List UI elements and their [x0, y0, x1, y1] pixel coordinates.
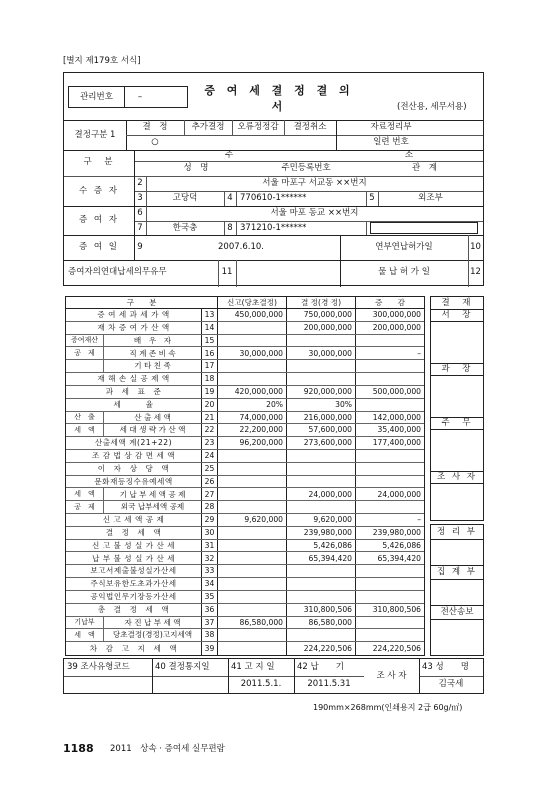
row-label: 과 세 표 준 [66, 386, 202, 398]
name-column-label: 성 명 [183, 163, 209, 174]
table-row [66, 450, 424, 463]
change-amount [356, 578, 424, 590]
decided-amount [287, 463, 356, 475]
table-row [66, 386, 424, 399]
form-reference: [별지 제179호 서식] [63, 56, 141, 66]
decided-amount: 86,580,000 [287, 617, 356, 629]
filed-amount [218, 642, 287, 655]
row-number: 26 [202, 476, 218, 488]
row-label: 외국 납부세액 공제 [104, 501, 202, 513]
change-amount: 200,000,000 [372, 322, 421, 332]
row-label: 공익법인무기장등가산세 [66, 591, 202, 603]
change-amount: 142,000,000 [372, 412, 421, 422]
row-number: 38 [202, 629, 218, 641]
change-amount: 500,000,000 [372, 386, 421, 396]
decided-amount: 224,220,506 [287, 642, 356, 655]
recipient-address: 서울 마포구 서교동 ××번지 [262, 178, 367, 189]
group-label: 공 제 [66, 347, 104, 359]
filed-amount: 420,000,000 [218, 386, 287, 398]
row-number: 37 [202, 617, 218, 629]
row-number: 35 [202, 591, 218, 603]
donor-name: 한국충 [172, 222, 198, 233]
approval-box [430, 296, 484, 521]
recipient-label: 수 증 자 [78, 185, 120, 196]
table-row [66, 463, 424, 476]
row-label: 차 감 고 지 세 액 [66, 642, 202, 655]
serial-number-label: 일련 번호 [373, 137, 409, 148]
decided-amount: 216,000,000 [287, 412, 356, 424]
decided-amount [287, 360, 356, 372]
row-number: 21 [202, 412, 218, 424]
decided-amount: 57,600,000 [287, 424, 356, 436]
donor-address: 서울 마포 동교 ××번지 [270, 208, 359, 219]
decided-amount [287, 373, 356, 385]
change-amount [356, 360, 424, 372]
row-number: 15 [202, 335, 218, 347]
header-change: 증 감 [375, 297, 405, 307]
category-label: 구 분 [83, 157, 115, 168]
deferral-permit-label: 연부연납허가일 [375, 242, 433, 253]
group-label [66, 360, 104, 372]
group-label: 기납부 [66, 617, 104, 629]
filed-amount: 22,200,000 [218, 424, 287, 436]
row-label: 조 감 법 상 감 면 세 액 [66, 450, 202, 462]
row-label: 자 진 납 부 세 액 [104, 617, 202, 629]
decided-amount: 24,000,000 [287, 488, 356, 500]
row-label: 주식보유한도초과가산세 [66, 578, 202, 590]
filed-amount: 20% [218, 399, 287, 411]
decided-amount: 5,426,086 [287, 540, 356, 552]
row-number: 29 [202, 514, 218, 526]
change-amount [356, 501, 424, 513]
filed-amount: 9,620,000 [218, 514, 287, 526]
group-label: 세 액 [66, 488, 104, 500]
filed-amount: 30,000,000 [218, 347, 287, 359]
row-number: 25 [202, 463, 218, 475]
table-row [66, 617, 424, 630]
approval-section-chief: 과 장 [441, 364, 473, 375]
table-row [66, 642, 424, 655]
row-number: 39 [202, 642, 218, 655]
row-label: 당초결정(경정)고지세액 [104, 629, 202, 641]
table-row [66, 488, 424, 501]
change-amount [356, 335, 424, 347]
approval-officer: 주 무 [441, 418, 473, 429]
decided-amount: 65,394,420 [287, 552, 356, 564]
table-row [66, 309, 424, 322]
table-row [66, 476, 424, 489]
filed-amount [218, 463, 287, 475]
filed-amount [218, 501, 287, 513]
table-row [66, 360, 424, 373]
management-number-value: – [137, 91, 143, 102]
decision-type-label: 결정구분 1 [74, 129, 116, 140]
table-row [66, 591, 424, 604]
management-number-box [68, 86, 188, 108]
relation-column-label: 관 계 [412, 163, 437, 174]
row-label: 세 율 [66, 399, 202, 411]
table-row [66, 604, 424, 617]
change-amount: 65,394,420 [377, 553, 421, 563]
group-label: 공 제 [66, 501, 104, 513]
field-no-12: 12 [470, 267, 481, 278]
gift-date-label: 증 여 일 [78, 242, 120, 253]
decided-amount: 750,000,000 [287, 309, 356, 321]
address-label-1: 주 [224, 150, 234, 161]
decided-amount: 200,000,000 [287, 322, 356, 334]
row-label: 산출세액 계(21+22) [66, 437, 202, 449]
filed-amount [218, 488, 287, 500]
decided-amount: 9,620,000 [287, 514, 356, 526]
row-label: 총 결 정 세 액 [66, 604, 202, 616]
table-row [66, 578, 424, 591]
table-row [66, 565, 424, 578]
header-filed: 신고(당초결정) [218, 297, 287, 308]
form-subtitle: (전산용, 세무서용) [397, 102, 467, 112]
change-amount: 24,000,000 [377, 489, 421, 499]
change-amount: 35,400,000 [377, 425, 421, 435]
row-label: 배 우 자 [104, 335, 202, 347]
filed-amount [218, 476, 287, 488]
filed-amount [218, 335, 287, 347]
change-amount [356, 463, 424, 475]
tax-calculation-table [65, 296, 425, 656]
row-label: 신 고 세 액 공 제 [66, 514, 202, 526]
donor-id: 371210-1****** [240, 222, 307, 233]
change-amount: 300,000,000 [372, 310, 421, 320]
survey-type-code-label: 39 조사유형코드 [67, 662, 130, 673]
filed-amount [218, 552, 287, 564]
filed-amount [218, 565, 287, 577]
row-label: 납 부 불 성 실 가 산 세 [66, 552, 202, 564]
footer-row [63, 658, 484, 694]
row-number: 23 [202, 437, 218, 449]
admin-ledger: 정 리 부 [436, 526, 478, 537]
due-date-label: 42 납 기 [297, 662, 344, 673]
field-no-6: 6 [137, 208, 143, 219]
table-row [66, 322, 424, 335]
table-row [66, 373, 424, 386]
decided-amount [287, 629, 356, 641]
decision-header-form [63, 72, 484, 286]
change-amount: 177,400,000 [372, 438, 421, 448]
field-no-10: 10 [470, 242, 481, 253]
admin-box [430, 524, 484, 656]
filed-amount [218, 591, 287, 603]
due-date: 2011.5.31 [307, 679, 351, 690]
change-amount [356, 565, 424, 577]
admin-tally: 집 계 부 [436, 566, 478, 577]
row-number: 34 [202, 578, 218, 590]
change-amount [356, 591, 424, 603]
table-body [66, 309, 424, 655]
notice-date: 2011.5.1. [240, 679, 282, 690]
header-decided: 결 정(경 정) [287, 297, 356, 308]
filed-amount [218, 360, 287, 372]
table-row [66, 335, 424, 348]
row-number: 32 [202, 552, 218, 564]
filed-amount [218, 527, 287, 539]
change-amount: 239,980,000 [372, 527, 421, 537]
investigator-label: 조 사 자 [364, 659, 419, 693]
decided-amount [287, 591, 356, 603]
row-label: 재 차 증 여 가 산 액 [66, 322, 202, 334]
row-number: 19 [202, 386, 218, 398]
change-amount [356, 373, 424, 385]
decided-amount: 273,600,000 [287, 437, 356, 449]
filed-amount [218, 322, 287, 334]
notice-date-label: 40 결정통지일 [155, 662, 210, 673]
row-label: 산 출 세 액 [104, 412, 202, 424]
row-label: 재 해 손 실 공 제 액 [66, 373, 202, 385]
id-column-label: 주민등록번호 [281, 163, 331, 174]
approval-director: 서 장 [441, 310, 473, 321]
row-number: 22 [202, 424, 218, 436]
decided-amount [287, 578, 356, 590]
table-row [66, 527, 424, 540]
book-title: 2011 상속 · 증여세 실무편람 [110, 744, 225, 754]
group-label: 세 액 [66, 629, 104, 641]
row-label: 결 정 세 액 [66, 527, 202, 539]
donor-relation-box [370, 222, 478, 234]
filed-amount [218, 578, 287, 590]
group-label: 증여재산 [66, 335, 104, 347]
row-label: 문화재등징수유예세액 [66, 476, 202, 488]
change-amount: 310,800,506 [372, 604, 421, 614]
change-amount [356, 399, 424, 411]
row-label: 세 대 생 략 가 산 액 [104, 424, 202, 436]
decided-amount [287, 565, 356, 577]
table-header-row [66, 297, 424, 309]
filed-amount [218, 629, 287, 641]
filed-amount [218, 450, 287, 462]
decision-col-additional: 추가결정 [191, 122, 225, 133]
row-number: 31 [202, 540, 218, 552]
row-number: 33 [202, 565, 218, 577]
row-number: 36 [202, 604, 218, 616]
page-number: 1188 [63, 742, 94, 755]
row-number: 24 [202, 450, 218, 462]
field-no-3: 3 [137, 193, 143, 204]
decision-mark: ○ [151, 137, 159, 148]
management-number-label: 관리번호 [80, 91, 113, 102]
paper-spec: 190mm×268mm(인쇄용지 2급 60g/㎡) [313, 703, 463, 712]
decided-amount: 310,800,506 [287, 604, 356, 616]
table-row [66, 552, 424, 565]
change-amount: 224,220,506 [372, 643, 421, 653]
name-label: 43 성 명 [422, 662, 469, 673]
address-label-2: 소 [404, 150, 414, 161]
filed-amount: 74,000,000 [218, 412, 287, 424]
decided-amount [287, 450, 356, 462]
filed-amount [218, 540, 287, 552]
approval-investigator: 조 사 자 [436, 472, 478, 483]
group-label: 세 액 [66, 424, 104, 436]
filed-amount: 450,000,000 [218, 309, 287, 321]
header-category: 구 분 [66, 297, 218, 308]
gift-date: 2007.6.10. [218, 242, 264, 253]
table-row [66, 514, 424, 527]
table-row [66, 629, 424, 642]
decided-amount [287, 476, 356, 488]
group-label: 산 출 [66, 412, 104, 424]
change-amount [356, 629, 424, 641]
recipient-name: 고당덕 [172, 193, 198, 204]
row-number: 27 [202, 488, 218, 500]
change-amount [356, 617, 424, 629]
decision-col-error-correction: 오류정정감 [237, 122, 279, 133]
table-row [66, 501, 424, 514]
field-no-4: 4 [227, 193, 233, 204]
recipient-relation: 외조부 [418, 193, 443, 204]
admin-computer-send: 전산송보 [440, 606, 474, 617]
table-row [66, 412, 424, 425]
decided-amount: 920,000,000 [287, 386, 356, 398]
row-label: 신 고 불 성 실 가 산 세 [66, 540, 202, 552]
change-amount [356, 450, 424, 462]
row-number: 13 [202, 309, 218, 321]
change-amount: – [417, 348, 421, 358]
recipient-id: 770610-1****** [240, 193, 307, 204]
field-no-7: 7 [137, 222, 143, 233]
table-row [66, 540, 424, 553]
row-number: 18 [202, 373, 218, 385]
row-label: 이 자 상 당 액 [66, 463, 202, 475]
decided-amount [287, 335, 356, 347]
filed-amount [218, 373, 287, 385]
decided-amount: 239,980,000 [287, 527, 356, 539]
table-row [66, 399, 424, 412]
row-label: 기 납 부 세 액 공 제 [104, 488, 202, 500]
row-label: 증 여 세 과 세 가 액 [66, 309, 202, 321]
table-row [66, 424, 424, 437]
field-no-5: 5 [369, 193, 375, 204]
row-label: 기 타 친 족 [104, 360, 202, 372]
table-row [66, 437, 424, 450]
decided-amount [287, 501, 356, 513]
row-number: 16 [202, 347, 218, 359]
decision-col-final: 결 정 [142, 122, 168, 133]
approval-head: 결 재 [441, 298, 473, 309]
investigator-name: 김국세 [438, 679, 464, 690]
donor-label: 증 여 자 [78, 215, 120, 226]
row-number: 30 [202, 527, 218, 539]
change-amount [356, 476, 424, 488]
field-no-2: 2 [137, 178, 143, 189]
row-label: 보고서제출불성실가산세 [66, 565, 202, 577]
decided-amount: 30% [287, 399, 356, 411]
decided-amount: 30,000,000 [287, 347, 356, 359]
row-number: 28 [202, 501, 218, 513]
row-number: 14 [202, 322, 218, 334]
joint-liability-label: 증여자의연대납세의무유무 [68, 267, 167, 278]
row-label: 직 계 존 비 속 [104, 347, 202, 359]
row-number: 20 [202, 399, 218, 411]
billing-date-label: 41 고 지 일 [231, 662, 275, 673]
filed-amount: 86,580,000 [218, 617, 287, 629]
filed-amount: 96,200,000 [218, 437, 287, 449]
row-number: 17 [202, 360, 218, 372]
change-amount: – [417, 515, 421, 525]
field-no-8: 8 [227, 222, 233, 233]
data-ref-label: 자료정리부 [370, 122, 412, 133]
table-row [66, 347, 424, 360]
change-amount: 5,426,086 [382, 540, 421, 550]
in-kind-payment-label: 물 납 허 가 일 [378, 267, 430, 278]
field-no-11: 11 [221, 267, 233, 278]
form-title: 증 여 세 결 정 결 의 서 [204, 84, 354, 113]
filed-amount [218, 604, 287, 616]
field-no-9: 9 [137, 242, 143, 253]
decision-col-cancel: 결정취소 [293, 122, 327, 133]
